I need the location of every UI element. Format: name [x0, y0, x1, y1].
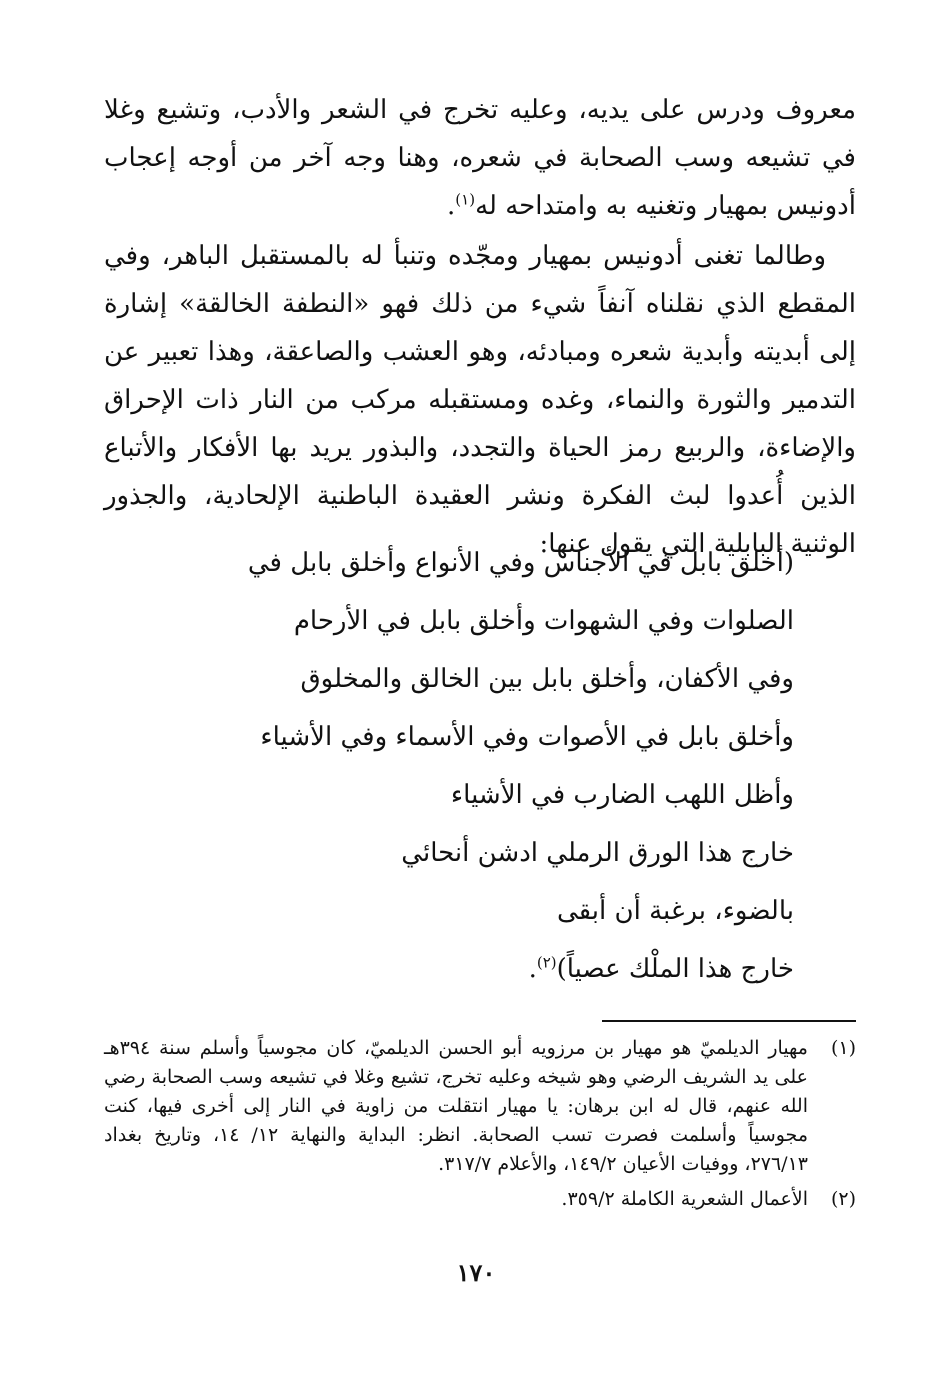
footnote-1	[104, 1034, 856, 1179]
footnote-text: الأعمال الشعرية الكاملة ٣٥٩/٢.	[561, 1188, 808, 1210]
poem-line: وأخلق بابل في الأصوات وفي الأسماء وفي الأشياء	[260, 722, 794, 752]
footnote-ref-1: (١)	[455, 190, 476, 209]
footnote-ref-2: (٢)	[536, 953, 557, 972]
paragraph-1	[104, 86, 856, 230]
poem-line: الصلوات وفي الشهوات وأخلق بابل في الأرحام	[293, 606, 794, 636]
footnote-text: مهيار الديلميّ هو مهيار بن مرزويه أبو الحسن الديلميّ، كان مجوسياً وأسلم سنة ٣٩٤هـ على يد الشريف الرضي وهو شيخه وعليه تخرج، تشيع وغلا في تشيعه وسب الصحابة رضي الله عنهم، قال له ابن برهان: يا مهيار انتقلت من زاوية في النار إلى أخرى فيها، كنت مجوسياً وأسلمت فصرت تسب الصحابة. انظر: البداية والنهاية ١٢/ ١٤، وتاريخ بغداد ٢٧٦/١٣، ووفيات الأعيان ١٤٩/٢، والأعلام ٣١٧/٧.	[104, 1037, 808, 1175]
poem-line: بالضوء، برغبة أن أبقى	[556, 896, 794, 926]
poem-last-line	[104, 940, 794, 998]
footnotes	[104, 1034, 856, 1220]
footnote-2	[104, 1185, 856, 1214]
poem-last-line-end: .	[528, 954, 537, 984]
footnote-number: (١)	[830, 1037, 856, 1059]
paragraph-1-text: معروف ودرس على يديه، وعليه تخرج في الشعر والأدب، وتشيع وغلا في تشيعه وسب الصحابة في شعره، وهنا وجه آخر من أوجه إعجاب أدونيس بمهيار وتغنيه به وامتداحه له	[104, 95, 856, 221]
poem-line: وأظل اللهب الضارب في الأشياء	[450, 780, 794, 810]
footnote-separator	[602, 1020, 856, 1022]
poem-quote	[104, 534, 794, 998]
paragraph-2-text: وطالما تغنى أدونيس بمهيار ومجّده وتنبأ له بالمستقبل الباهر، وفي المقطع الذي نقلناه آنفاً شيء من ذلك فهو «النطفة الخالقة» إشارة إلى أبديته وأبدية شعره ومبادئه، وهو العشب والصاعقة، وهذا تعبير عن التدمير والثورة والنماء، وغده ومستقبله مركب من النار ذات الإحراق والإضاءة، والربيع رمز الحياة والتجدد، والبذور يريد بها الأفكار والأتباع الذين أُعدوا لبث الفكرة ونشر العقيدة الباطنية الإلحادية، والجذور الوثنية البابلية التي يقول عنها:	[104, 241, 856, 559]
poem-line: وفي الأكفان، وأخلق بابل بين الخالق والمخلوق	[300, 664, 794, 694]
paragraph-1-end: .	[447, 191, 456, 221]
footnote-number: (٢)	[830, 1188, 856, 1210]
page-number: ١٧٠	[456, 1258, 496, 1287]
poem-line: خارج هذا الورق الرملي ادشن أنحائي	[401, 838, 794, 868]
poem-line: (أخلق بابل في الأجناس وفي الأنواع وأخلق بابل في	[247, 548, 794, 578]
poem-last-line-text: خارج هذا الملْك عصياً)	[556, 954, 794, 984]
paragraph-2	[104, 232, 856, 568]
